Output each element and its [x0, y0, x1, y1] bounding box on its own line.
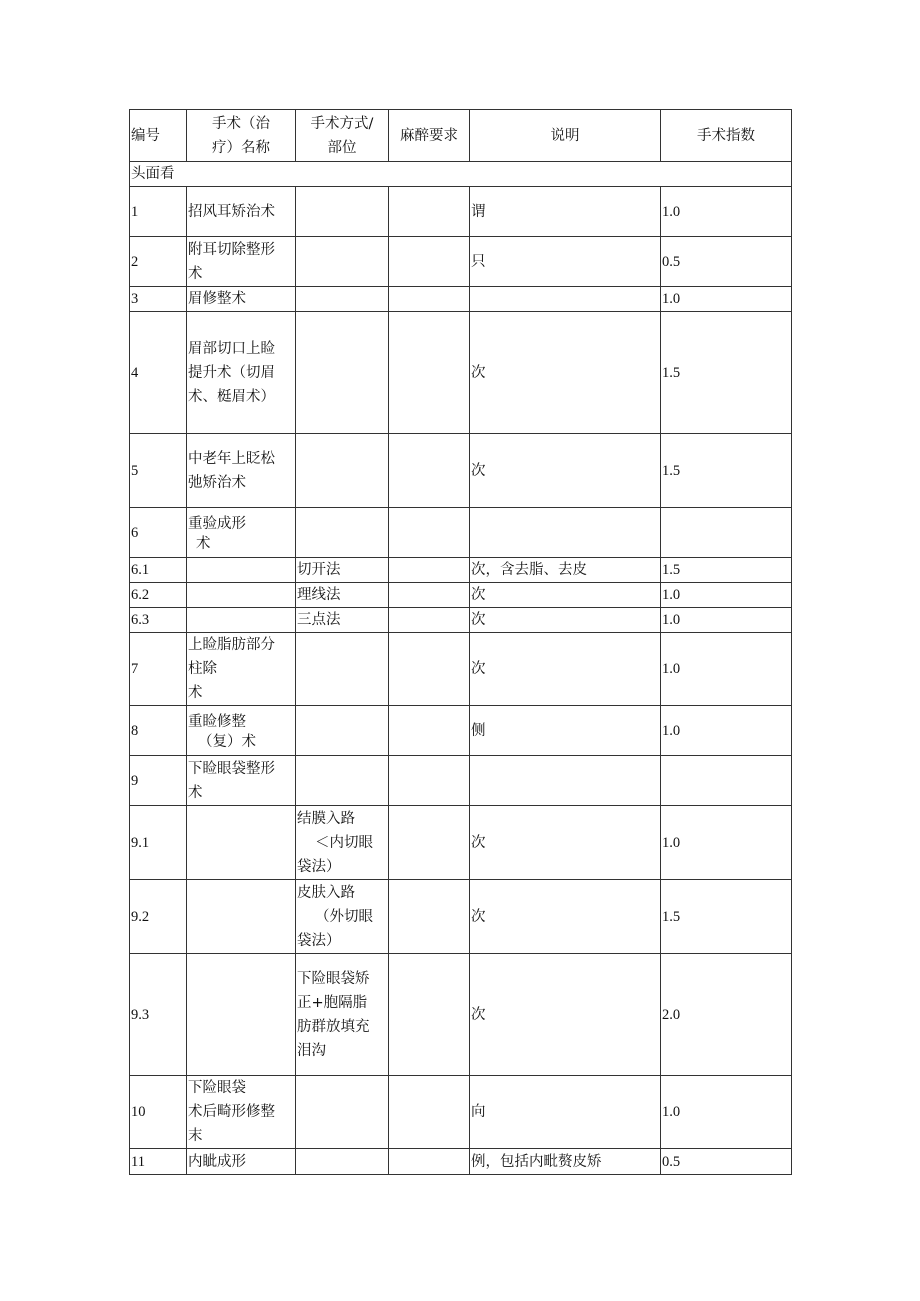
row-name [187, 806, 296, 880]
row-index: 1.0 [661, 583, 792, 608]
table-row [130, 312, 792, 434]
row-num: 6.2 [130, 583, 187, 608]
surgery-index-table [129, 109, 792, 1175]
table-row [130, 237, 792, 287]
row-num: 3 [130, 287, 187, 312]
header-method [296, 110, 389, 162]
row-name-line: （复）术 [198, 734, 256, 750]
header-description: 说明 [470, 110, 661, 162]
row-num: 6.3 [130, 608, 187, 633]
row-description: 次 [470, 880, 661, 954]
row-anesthesia [389, 806, 470, 880]
row-index: 1.5 [661, 434, 792, 508]
row-method-line: 袋法） [297, 932, 341, 949]
row-name [187, 434, 296, 508]
row-name-line: 招风耳矫治术 [188, 203, 275, 220]
row-anesthesia [389, 434, 470, 508]
row-name-line: 术 [188, 784, 203, 801]
row-description: 例，包括内毗赘皮矫 [470, 1149, 661, 1175]
table-row [130, 1076, 792, 1149]
table-row [130, 434, 792, 508]
row-name-line: 下睑眼袋整形 [188, 760, 275, 777]
table-row [130, 187, 792, 237]
row-method [296, 608, 389, 633]
row-method [296, 706, 389, 756]
section-label: 头面看 [130, 162, 792, 187]
row-num: 6 [130, 508, 187, 558]
table-row [130, 633, 792, 706]
row-num: 9 [130, 756, 187, 806]
row-name-line: 术 [188, 265, 203, 282]
row-method [296, 1149, 389, 1175]
row-method [296, 508, 389, 558]
section-row [130, 162, 792, 187]
row-name [187, 756, 296, 806]
row-anesthesia [389, 508, 470, 558]
row-index: 0.5 [661, 1149, 792, 1175]
header-num: 编号 [130, 110, 187, 162]
row-method [296, 756, 389, 806]
row-name [187, 608, 296, 633]
row-method-line: 肪群放填充 [297, 1018, 370, 1035]
header-row [130, 110, 792, 162]
row-num: 6.1 [130, 558, 187, 583]
row-method [296, 312, 389, 434]
row-anesthesia [389, 187, 470, 237]
table-row [130, 954, 792, 1076]
row-name-line: 内眦成形 [188, 1153, 246, 1170]
row-method [296, 237, 389, 287]
table-row [130, 880, 792, 954]
row-num: 7 [130, 633, 187, 706]
row-anesthesia [389, 558, 470, 583]
row-num: 9.2 [130, 880, 187, 954]
row-method [296, 558, 389, 583]
row-name-line: 末 [188, 1128, 203, 1144]
table-row [130, 583, 792, 608]
row-description: 次 [470, 954, 661, 1076]
row-num: 2 [130, 237, 187, 287]
row-description: 次 [470, 633, 661, 706]
row-name [187, 583, 296, 608]
row-description: 次 [470, 608, 661, 633]
row-name-line: 眉部切口上睑 [188, 340, 275, 357]
row-method-line: ＜内切眼 [315, 834, 373, 851]
row-name [187, 312, 296, 434]
row-name-line: 中老年上眨松 [188, 450, 275, 467]
row-anesthesia [389, 583, 470, 608]
row-method [296, 583, 389, 608]
row-index: 0.5 [661, 237, 792, 287]
row-method-line: 泪沟 [297, 1042, 326, 1059]
row-description: 侧 [470, 706, 661, 756]
row-method [296, 434, 389, 508]
row-description: 次 [470, 583, 661, 608]
row-name [187, 880, 296, 954]
row-index: 1.5 [661, 312, 792, 434]
table-row [130, 558, 792, 583]
row-name [187, 508, 296, 558]
row-name-line: 术后畸形修整 [188, 1104, 275, 1120]
row-anesthesia [389, 312, 470, 434]
row-name-line: 重验成形 [188, 516, 246, 532]
row-name [187, 237, 296, 287]
row-anesthesia [389, 880, 470, 954]
row-index: 1.0 [661, 608, 792, 633]
row-description [470, 756, 661, 806]
header-method-line2: 部位 [327, 139, 357, 156]
row-name [187, 706, 296, 756]
row-description: 向 [470, 1076, 661, 1149]
row-name [187, 558, 296, 583]
table-row [130, 287, 792, 312]
row-name-line: 柱除 [188, 661, 217, 677]
row-num: 10 [130, 1076, 187, 1149]
row-name [187, 633, 296, 706]
row-description: 次 [470, 312, 661, 434]
row-name-line: 眉修整术 [188, 291, 246, 307]
row-name-line: 弛矫治术 [188, 474, 246, 491]
row-anesthesia [389, 954, 470, 1076]
row-method [296, 880, 389, 954]
row-description: 次，含去脂、去皮 [470, 558, 661, 583]
row-method-line: 皮肤入路 [297, 884, 355, 901]
row-description [470, 508, 661, 558]
row-name-line: 附耳切除整形 [188, 241, 275, 258]
row-method-line: 正+胞隔脂 [297, 994, 368, 1011]
row-method-line: 袋法） [297, 858, 341, 875]
row-method [296, 287, 389, 312]
row-method [296, 187, 389, 237]
row-index: 1.5 [661, 880, 792, 954]
row-num: 9.1 [130, 806, 187, 880]
header-anesthesia: 麻醉要求 [389, 110, 470, 162]
row-index: 1.5 [661, 558, 792, 583]
row-description [470, 287, 661, 312]
row-num: 11 [130, 1149, 187, 1175]
row-name-line: 重睑修整 [188, 714, 246, 730]
row-description: 次 [470, 434, 661, 508]
row-method-line: 三点法 [297, 612, 341, 628]
row-method-line: 切开法 [297, 562, 341, 578]
table-row [130, 1149, 792, 1175]
row-num: 5 [130, 434, 187, 508]
row-method-line: 结膜入路 [297, 810, 355, 827]
row-method-line: 下险眼袋矫 [297, 970, 370, 987]
row-name [187, 1149, 296, 1175]
row-num: 1 [130, 187, 187, 237]
row-index: 1.0 [661, 633, 792, 706]
row-description: 只 [470, 237, 661, 287]
row-name-line: 提升术（切眉 [188, 364, 275, 381]
row-anesthesia [389, 1076, 470, 1149]
header-method-line1: 手术方式/ [310, 115, 374, 132]
row-anesthesia [389, 633, 470, 706]
row-num: 9.3 [130, 954, 187, 1076]
row-num: 8 [130, 706, 187, 756]
row-anesthesia [389, 1149, 470, 1175]
row-index [661, 756, 792, 806]
table-row [130, 806, 792, 880]
row-name [187, 1076, 296, 1149]
row-name-line: 上睑脂肪部分 [188, 637, 275, 653]
row-method [296, 954, 389, 1076]
row-index: 1.0 [661, 706, 792, 756]
row-description: 谓 [470, 187, 661, 237]
header-index: 手术指数 [661, 110, 792, 162]
row-name-line: 下险眼袋 [188, 1080, 246, 1096]
row-method-line: 理线法 [297, 587, 341, 603]
row-description: 次 [470, 806, 661, 880]
header-name [187, 110, 296, 162]
row-method [296, 806, 389, 880]
row-name [187, 287, 296, 312]
row-anesthesia [389, 608, 470, 633]
row-name [187, 187, 296, 237]
row-name-line: 术 [188, 685, 203, 701]
row-index: 1.0 [661, 187, 792, 237]
row-method [296, 633, 389, 706]
table-row [130, 508, 792, 558]
row-anesthesia [389, 756, 470, 806]
table-row [130, 608, 792, 633]
header-name-line2: 疗）名称 [212, 139, 270, 156]
row-index: 1.0 [661, 287, 792, 312]
row-method-line: （外切眼 [315, 908, 373, 925]
table-row [130, 756, 792, 806]
row-name [187, 954, 296, 1076]
row-index: 1.0 [661, 1076, 792, 1149]
row-anesthesia [389, 237, 470, 287]
row-num: 4 [130, 312, 187, 434]
row-anesthesia [389, 706, 470, 756]
row-index: 1.0 [661, 806, 792, 880]
row-method [296, 1076, 389, 1149]
row-anesthesia [389, 287, 470, 312]
table-row [130, 706, 792, 756]
row-index [661, 508, 792, 558]
row-name-line: 术、梃眉术） [188, 388, 275, 405]
header-name-line1: 手术（治 [212, 115, 270, 132]
row-name-line: 术 [196, 536, 211, 552]
row-index: 2.0 [661, 954, 792, 1076]
